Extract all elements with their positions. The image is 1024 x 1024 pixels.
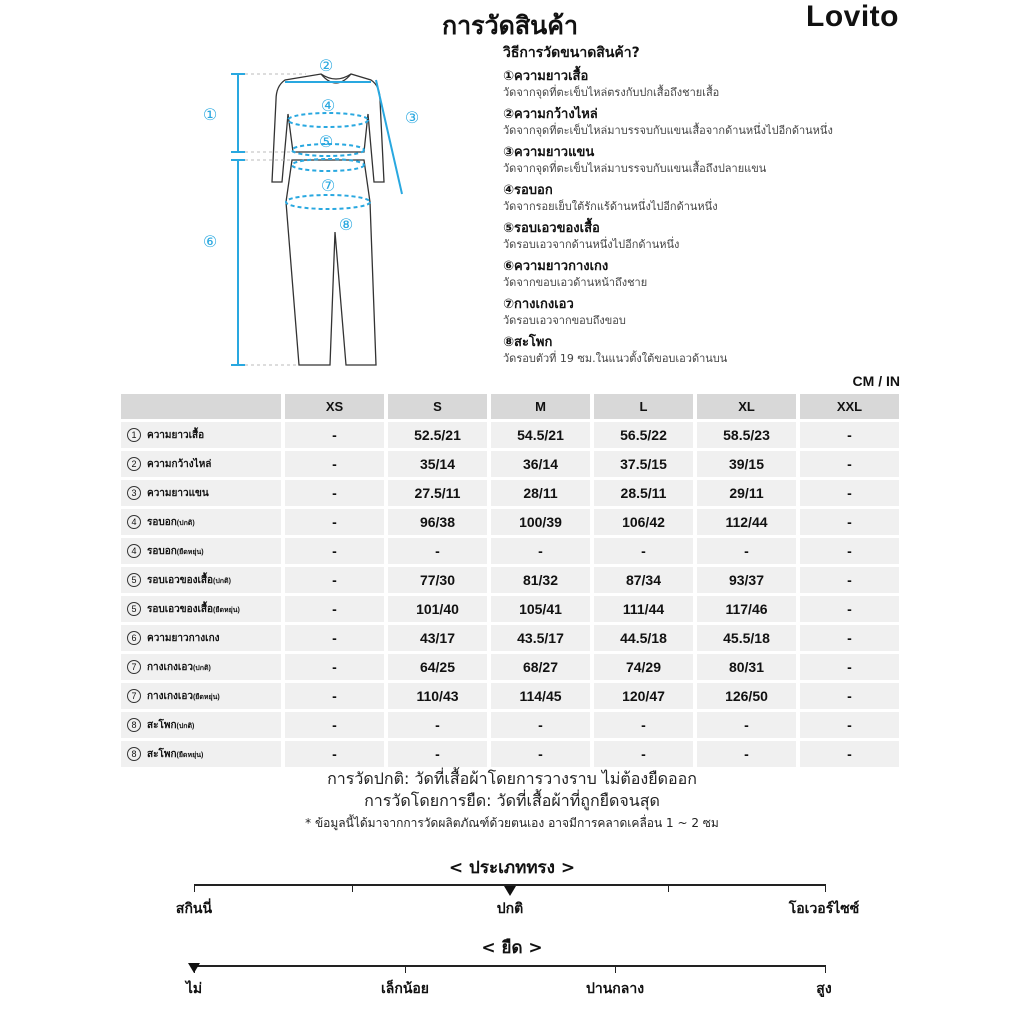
table-row	[121, 683, 899, 709]
table-cell: 81/32	[491, 567, 590, 593]
table-cell: -	[491, 538, 590, 564]
table-cell: -	[285, 596, 384, 622]
table-cell: -	[800, 480, 899, 506]
table-cell: -	[697, 741, 796, 767]
row-name: สะโพก	[147, 748, 177, 760]
size-header: S	[388, 394, 487, 419]
row-qualifier: (ยืดหยุ่น)	[192, 693, 220, 701]
brand-logo: Lovito	[806, 0, 899, 33]
stretch-scale-line	[194, 965, 826, 967]
table-cell: -	[285, 451, 384, 477]
stretch-scale-title: < ยืด >	[481, 938, 543, 958]
table-row	[121, 567, 899, 593]
measurement-guide	[503, 42, 923, 372]
guide-item-desc: วัดจากจุดที่ตะเข็บไหล่มาบรรจบกับแขนเสื้อจากด้านหนึ่งไปอีกด้านหนึ่ง	[503, 124, 833, 137]
table-cell: 43.5/17	[491, 625, 590, 651]
table-cell: 64/25	[388, 654, 487, 680]
table-cell: -	[491, 712, 590, 738]
table-cell: 44.5/18	[594, 625, 693, 651]
stretch-scale-tick	[825, 965, 826, 973]
table-cell: -	[697, 712, 796, 738]
row-qualifier: (ปกติ)	[192, 664, 211, 672]
guide-heading: วิธีการวัดขนาดสินค้า?	[503, 45, 640, 61]
table-cell: 37.5/15	[594, 451, 693, 477]
table-row	[121, 422, 899, 448]
guide-item-name: ①ความยาวเสื้อ	[503, 69, 589, 84]
table-cell: -	[800, 654, 899, 680]
table-row	[121, 509, 899, 535]
marker-5: ⑤	[318, 132, 334, 151]
table-cell: -	[285, 509, 384, 535]
size-header: XXL	[800, 394, 899, 419]
table-cell: 87/34	[594, 567, 693, 593]
guide-item-desc: วัดจากรอยเย็บใต้รักแร้ด้านหนึ่งไปอีกด้านหนึ่ง	[503, 200, 718, 213]
row-number: 4	[127, 544, 141, 558]
guide-item	[503, 334, 923, 366]
guide-item-name: ②ความกว้างไหล่	[503, 107, 598, 122]
row-label	[121, 451, 281, 477]
guide-item-name: ⑥ความยาวกางเกง	[503, 259, 609, 274]
table-cell: -	[285, 567, 384, 593]
table-cell: -	[285, 625, 384, 651]
table-cell: 54.5/21	[491, 422, 590, 448]
row-number: 1	[127, 428, 141, 442]
row-number: 3	[127, 486, 141, 500]
row-name: รอบอก	[147, 516, 177, 528]
guide-item-desc: วัดจากจุดที่ตะเข็บไหล่ตรงกับปกเสื้อถึงชายเสื้อ	[503, 86, 720, 99]
size-header: XS	[285, 394, 384, 419]
table-cell: 28/11	[491, 480, 590, 506]
table-cell: 27.5/11	[388, 480, 487, 506]
guide-item-desc: วัดจากจุดที่ตะเข็บไหล่มาบรรจบกับแขนเสื้อถึงปลายแขน	[503, 162, 767, 175]
row-label	[121, 625, 281, 651]
table-cell: 111/44	[594, 596, 693, 622]
row-qualifier: (ยืดหยุ่น)	[213, 606, 240, 614]
size-header: M	[491, 394, 590, 419]
fit-scale-tick	[825, 884, 826, 892]
table-cell: -	[285, 422, 384, 448]
guide-item-name: ③ความยาวแขน	[503, 145, 595, 160]
table-cell: 101/40	[388, 596, 487, 622]
table-cell: -	[491, 741, 590, 767]
row-number: 5	[127, 573, 141, 587]
table-header-row	[121, 394, 899, 419]
table-cell: 56.5/22	[594, 422, 693, 448]
table-cell: 114/45	[491, 683, 590, 709]
marker-4: ④	[320, 96, 336, 115]
note-normal-measure: การวัดปกติ: วัดที่เสื้อผ้าโดยการวางราบ ไม่ต้องยืดออก	[327, 769, 697, 788]
guide-item-desc: วัดจากขอบเอวด้านหน้าถึงชาย	[503, 276, 648, 289]
table-cell: 100/39	[491, 509, 590, 535]
table-row	[121, 654, 899, 680]
guide-item	[503, 144, 923, 176]
note-disclaimer: * ข้อมูลนี้ได้มาจากการวัดผลิตภัณฑ์ด้วยตนเอง อาจมีการคลาดเคลื่อน 1 ~ 2 ซม	[305, 816, 719, 830]
table-cell: -	[800, 422, 899, 448]
row-number: 5	[127, 602, 141, 616]
table-cell: 126/50	[697, 683, 796, 709]
size-header: XL	[697, 394, 796, 419]
table-cell: 96/38	[388, 509, 487, 535]
table-cell: -	[594, 538, 693, 564]
table-cell: -	[285, 480, 384, 506]
table-cell: -	[594, 741, 693, 767]
row-number: 4	[127, 515, 141, 529]
table-cell: 93/37	[697, 567, 796, 593]
table-cell: 77/30	[388, 567, 487, 593]
row-name: รอบเอวของเสื้อ	[147, 574, 214, 586]
table-cell: 52.5/21	[388, 422, 487, 448]
row-name: ความยาวกางเกง	[147, 632, 220, 644]
table-cell: -	[285, 538, 384, 564]
row-name: สะโพก	[147, 719, 177, 731]
guide-item	[503, 182, 923, 214]
guide-item	[503, 296, 923, 328]
table-row	[121, 712, 899, 738]
marker-2: ②	[318, 56, 334, 75]
table-cell: 43/17	[388, 625, 487, 651]
table-cell: -	[800, 741, 899, 767]
row-name: กางเกงเอว	[147, 690, 193, 702]
guide-item	[503, 68, 923, 100]
table-cell: -	[800, 451, 899, 477]
row-number: 6	[127, 631, 141, 645]
marker-6: ⑥	[202, 232, 218, 251]
fit-scale-label: สกินนี่	[175, 901, 213, 917]
table-cell: -	[800, 538, 899, 564]
row-number: 7	[127, 689, 141, 703]
table-cell: -	[800, 712, 899, 738]
stretch-scale-label: ปานกลาง	[585, 981, 645, 997]
table-cell: -	[388, 712, 487, 738]
table-cell: -	[800, 509, 899, 535]
row-qualifier: (ปกติ)	[213, 577, 231, 585]
table-cell: -	[697, 538, 796, 564]
table-cell: 117/46	[697, 596, 796, 622]
table-row	[121, 538, 899, 564]
stretch-scale-label: สูง	[816, 981, 832, 997]
guide-item-name: ⑤รอบเอวของเสื้อ	[503, 221, 600, 236]
table-cell: -	[800, 596, 899, 622]
size-table	[117, 391, 903, 770]
table-cell: -	[388, 538, 487, 564]
guide-item	[503, 258, 923, 290]
row-name: ความยาวแขน	[147, 487, 209, 499]
fit-scale-label: ปกติ	[496, 901, 524, 917]
table-row	[121, 741, 899, 767]
stretch-scale-tick	[405, 965, 406, 973]
table-row	[121, 596, 899, 622]
table-cell: -	[800, 567, 899, 593]
row-name: รอบอก	[147, 545, 177, 557]
row-label	[121, 683, 281, 709]
row-qualifier: (ยืดหยุ่น)	[176, 548, 204, 556]
table-cell: 36/14	[491, 451, 590, 477]
guide-item	[503, 106, 923, 138]
table-cell: -	[285, 712, 384, 738]
table-cell: 106/42	[594, 509, 693, 535]
marker-3: ③	[404, 108, 420, 127]
row-label	[121, 741, 281, 767]
row-number: 8	[127, 718, 141, 732]
fit-scale-tick	[668, 884, 669, 892]
guide-item-name: ⑧สะโพก	[503, 335, 553, 350]
fit-scale-title: < ประเภททรง >	[448, 858, 576, 878]
row-number: 7	[127, 660, 141, 674]
unit-label: CM / IN	[852, 373, 900, 389]
row-number: 8	[127, 747, 141, 761]
stretch-scale-label: ไม่	[185, 981, 203, 997]
table-row	[121, 480, 899, 506]
table-cell: -	[285, 741, 384, 767]
table-cell: -	[800, 625, 899, 651]
table-row	[121, 451, 899, 477]
table-cell: 110/43	[388, 683, 487, 709]
guide-item-name: ⑦กางเกงเอว	[503, 297, 574, 312]
table-cell: 105/41	[491, 596, 590, 622]
guide-item	[503, 220, 923, 252]
guide-item-desc: วัดรอบเอวจากด้านหนึ่งไปอีกด้านหนึ่ง	[503, 238, 680, 251]
table-cell: -	[285, 683, 384, 709]
row-name: รอบเอวของเสื้อ	[147, 603, 214, 615]
table-cell: 68/27	[491, 654, 590, 680]
table-cell: 28.5/11	[594, 480, 693, 506]
row-name: กางเกงเอว	[147, 661, 193, 673]
table-cell: -	[285, 654, 384, 680]
note-stretch-measure: การวัดโดยการยืด: วัดที่เสื้อผ้าที่ถูกยืดจนสุด	[364, 791, 660, 810]
marker-1: ①	[202, 105, 218, 124]
table-cell: 39/15	[697, 451, 796, 477]
row-name: ความยาวเสื้อ	[147, 429, 205, 441]
row-label	[121, 654, 281, 680]
table-cell: -	[594, 712, 693, 738]
table-cell: 29/11	[697, 480, 796, 506]
table-cell: 45.5/18	[697, 625, 796, 651]
row-qualifier: (ปกติ)	[176, 722, 195, 730]
row-name: ความกว้างไหล่	[147, 458, 212, 470]
stretch-scale-tick	[615, 965, 616, 973]
table-cell: 120/47	[594, 683, 693, 709]
table-cell: 35/14	[388, 451, 487, 477]
fit-scale-label: โอเวอร์ไซซ์	[788, 901, 860, 917]
stretch-scale-label: เล็กน้อย	[380, 981, 430, 997]
page-title: การวัดสินค้า	[442, 11, 578, 40]
guide-item-desc: วัดรอบตัวที่ 19 ซม.ในแนวตั้งใต้ขอบเอวด้านบน	[503, 352, 728, 365]
row-label	[121, 480, 281, 506]
table-cell: 58.5/23	[697, 422, 796, 448]
garment-illustration	[196, 52, 436, 377]
row-label	[121, 596, 281, 622]
table-corner-cell	[121, 394, 281, 419]
fit-scale-tick	[352, 884, 353, 892]
guide-item-name: ④รอบอก	[503, 183, 553, 198]
fit-scale-tick	[194, 884, 195, 892]
row-label	[121, 567, 281, 593]
row-qualifier: (ปกติ)	[176, 519, 195, 527]
notes	[0, 768, 1024, 834]
row-label	[121, 509, 281, 535]
row-label	[121, 712, 281, 738]
table-cell: 112/44	[697, 509, 796, 535]
marker-8: ⑧	[338, 215, 354, 234]
table-cell: -	[388, 741, 487, 767]
stretch-scale-selected-marker	[188, 963, 200, 973]
size-header: L	[594, 394, 693, 419]
guide-item-desc: วัดรอบเอวจากขอบถึงขอบ	[503, 314, 626, 327]
table-cell: 80/31	[697, 654, 796, 680]
table-row	[121, 625, 899, 651]
table-cell: 74/29	[594, 654, 693, 680]
marker-7: ⑦	[320, 176, 336, 195]
row-label	[121, 422, 281, 448]
row-number: 2	[127, 457, 141, 471]
fit-scale-selected-marker	[504, 886, 516, 896]
row-label	[121, 538, 281, 564]
table-cell: -	[800, 683, 899, 709]
row-qualifier: (ยืดหยุ่น)	[176, 751, 204, 759]
